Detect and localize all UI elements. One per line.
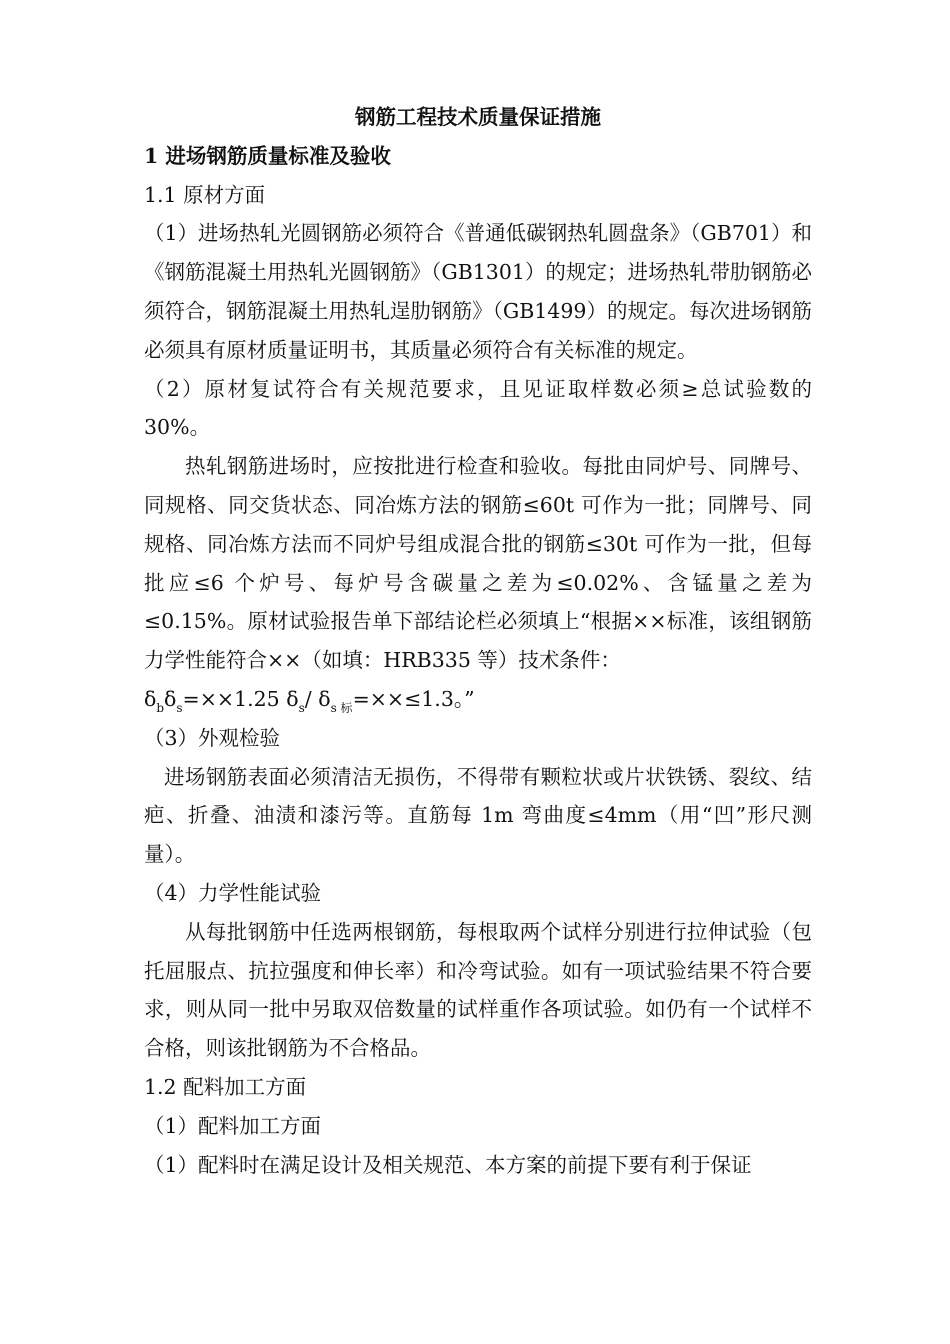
strength-ratio-formula bbox=[144, 680, 812, 719]
paragraph-appearance-check: 进场钢筋表面必须清洁无损伤，不得带有颗粒状或片状铁锈、裂纹、结疤、折叠、油渍和漆污等。直筋每 1m 弯曲度≤4mm（用“凹”形尺测量）。 bbox=[144, 764, 812, 867]
formula-eq2: =××≤1.3。” bbox=[352, 686, 475, 711]
item-heading-appearance: （3）外观检验 bbox=[144, 725, 281, 750]
formula-sub-s: s bbox=[176, 700, 183, 715]
subsection-heading-1-2: 1.2 配料加工方面 bbox=[144, 1074, 307, 1099]
formula-delta: δ bbox=[286, 686, 299, 711]
paragraph-batch-inspection: 热轧钢筋进场时，应按批进行检查和验收。每批由同炉号、同牌号、同规格、同交货状态、同冶炼方法的钢筋≤60t 可作为一批；同牌号、同规格、同冶炼方法而不同炉号组成混合批的钢筋≤30t 可作为一批，但每批应≤6 个炉号、每炉号含碳量之差为≤0.02%、含锰量之差为≤0.15%。原材试验报告单下部结论栏必须填上“根据××标准，该组钢筋力学性能符合××（如填：HRB335 等）技术条件： bbox=[144, 454, 812, 673]
formula-delta: δ bbox=[164, 686, 177, 711]
formula-slash: / bbox=[304, 686, 312, 711]
paragraph-processing: （1）配料时在满足设计及相关规范、本方案的前提下要有利于保证 bbox=[144, 1152, 752, 1177]
paragraph-mechanical-test: 从每批钢筋中任选两根钢筋，每根取两个试样分别进行拉伸试验（包托屈服点、抗拉强度和伸长率）和冷弯试验。如有一项试验结果不符合要求，则从同一批中另取双倍数量的试样重作各项试验。如仍有一个试样不合格，则该批钢筋为不合格品。 bbox=[144, 919, 812, 1061]
formula-delta: δ bbox=[144, 686, 157, 711]
paragraph-retest-requirement: （2）原材复试符合有关规范要求，且见证取样数必须≥总试验数的30%。 bbox=[144, 376, 812, 440]
formula-sub-b: b bbox=[156, 700, 165, 715]
subsection-heading-1-1: 1.1 原材方面 bbox=[144, 182, 266, 207]
item-heading-mechanical: （4）力学性能试验 bbox=[144, 880, 322, 905]
document-body bbox=[144, 98, 812, 1184]
item-heading-processing: （1）配料加工方面 bbox=[144, 1113, 322, 1138]
paragraph-raw-material-standards: （1）进场热轧光圆钢筋必须符合《普通低碳钢热轧圆盘条》（GB701）和《钢筋混凝土用热轧光圆钢筋》（GB1301）的规定；进场热轧带肋钢筋必须符合，钢筋混凝土用热轧逞肋钢筋》（GB1499）的规定。每次进场钢筋必须具有原材质量证明书，其质量必须符合有关标准的规定。 bbox=[144, 221, 812, 362]
formula-sub-s-std: s 标 bbox=[330, 700, 353, 715]
section-heading-1: 1 进场钢筋质量标准及验收 bbox=[144, 143, 391, 168]
formula-sub-s: s bbox=[298, 700, 305, 715]
formula-eq1: =××1.25 bbox=[182, 686, 280, 711]
document-title: 钢筋工程技术质量保证措施 bbox=[355, 105, 601, 129]
formula-delta: δ bbox=[318, 686, 331, 711]
